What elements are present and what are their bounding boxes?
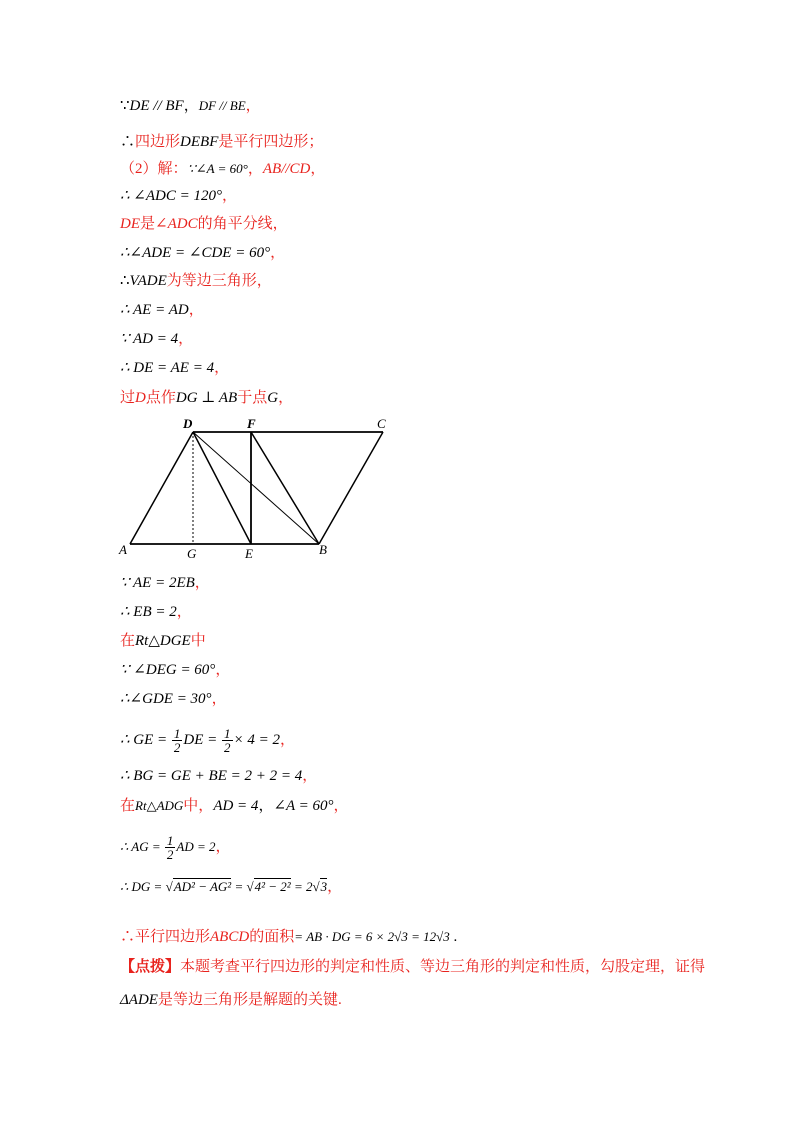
text-run: ∵ AE = 2EB — [120, 575, 195, 591]
text-run: 是 — [140, 216, 156, 232]
fraction-denominator: 2 — [173, 740, 181, 755]
segment-db — [193, 432, 319, 544]
solution-line — [120, 329, 193, 349]
text-run: = √ — [231, 879, 254, 894]
solution-line — [120, 660, 230, 680]
solution-line — [120, 766, 317, 786]
fraction — [172, 727, 183, 754]
text-run: ∴ AG = — [120, 838, 164, 854]
label-b: B — [319, 542, 327, 557]
text-run: ∵∠A = 60° — [187, 161, 248, 176]
fraction-numerator: 1 — [224, 726, 231, 741]
text-run: 是等边三角形是解题的关键. — [157, 992, 342, 1008]
text-run: ， — [333, 798, 349, 814]
text-run: × 4 = 2 — [233, 731, 281, 748]
text-run: AB//CD — [262, 161, 311, 177]
solution-line — [120, 957, 705, 977]
text-run: ∴ DE = AE = 4 — [120, 360, 215, 376]
fraction-numerator: 1 — [166, 833, 174, 848]
text-run: 中， — [183, 798, 214, 814]
text-run: 的角平分线， — [197, 216, 288, 232]
text-run: ， — [215, 838, 231, 855]
text-run: 过 — [120, 390, 136, 406]
label-c: C — [377, 416, 386, 431]
text-run: ， — [327, 879, 343, 895]
text-run: ， — [194, 575, 210, 591]
text-run: 为等边三角形， — [166, 273, 272, 289]
segment-de — [193, 432, 251, 544]
solution-line — [120, 300, 204, 320]
solution-line — [120, 214, 288, 234]
text-run: 四边形 — [135, 134, 181, 150]
text-run: ， — [280, 731, 296, 748]
solution-line — [120, 689, 227, 709]
text-run: 中 — [190, 633, 206, 649]
text-run: ， — [183, 98, 199, 114]
solution-line — [120, 159, 325, 179]
solution-line — [120, 132, 323, 152]
text-run: ， — [278, 390, 294, 406]
solution-line — [120, 927, 457, 947]
fraction — [222, 727, 233, 754]
text-run: ABCD — [210, 929, 250, 945]
text-run: Rt△DGE — [135, 633, 191, 649]
text-run: DE = — [183, 731, 222, 748]
text-run: 4² − 2² — [254, 879, 291, 894]
text-run: DEBF — [180, 134, 219, 150]
solution-line — [120, 358, 229, 378]
text-run: ∴ — [120, 134, 136, 150]
segment-fb — [251, 432, 319, 544]
text-run: 【点拨】 — [120, 959, 181, 975]
text-run: DE // BF — [129, 98, 184, 114]
fraction-denominator: 2 — [224, 740, 231, 755]
text-run: DG ⊥ AB — [175, 390, 238, 406]
parallelogram-figure — [115, 412, 405, 567]
label-g: G — [187, 546, 197, 561]
text-run: AD = 2 — [176, 838, 216, 854]
text-run: ， — [270, 245, 286, 261]
text-run: ∴∠ADE = ∠CDE = 60° — [120, 245, 271, 261]
text-run: ∴ EB = 2 — [120, 604, 177, 620]
text-run: 在 — [120, 798, 136, 814]
solution-line — [120, 186, 237, 206]
text-run: ， — [247, 161, 263, 177]
text-run: 是平行四边形； — [218, 134, 324, 150]
solution-line — [120, 877, 342, 897]
solution-line — [120, 796, 349, 816]
text-run: DE — [120, 216, 140, 232]
solution-line — [120, 388, 293, 408]
text-run: ∵ — [120, 98, 130, 114]
fraction-numerator: 1 — [173, 726, 181, 741]
text-run: AD² − AG² — [173, 879, 232, 894]
text-run: 3 — [320, 879, 328, 894]
text-run: ∴ DG = √ — [120, 879, 173, 894]
text-run: ， — [258, 798, 274, 814]
text-run: G — [267, 390, 279, 406]
text-run: VADE — [129, 273, 167, 289]
solution-line — [120, 271, 272, 291]
text-run: （2）解： — [120, 161, 188, 177]
text-run: ， — [176, 604, 192, 620]
text-run: ∴平行四边形 — [120, 929, 211, 945]
text-run: D — [135, 390, 146, 406]
text-run: ∵ AD = 4 — [120, 331, 179, 347]
label-d: D — [183, 416, 193, 431]
text-run: ， — [214, 360, 230, 376]
text-run: 点作 — [145, 390, 176, 406]
label-f: F — [247, 416, 256, 431]
text-run: ∴∠GDE = 30° — [120, 691, 212, 707]
text-run: ∠ADC — [155, 216, 198, 232]
text-run: AD = 4 — [213, 798, 259, 814]
label-a: A — [119, 542, 127, 557]
text-run: ∴ BG = GE + BE = 2 + 2 = 4 — [120, 768, 303, 784]
text-run: ∴ — [120, 273, 130, 289]
text-run: 的面积 — [249, 929, 295, 945]
text-run: = 2√ — [290, 879, 320, 894]
text-run: ， — [245, 98, 261, 114]
solution-line — [120, 631, 206, 651]
text-run: DF // BE — [198, 98, 246, 113]
text-run: ， — [178, 331, 194, 347]
text-run: ∴ ∠ADC = 120° — [120, 188, 222, 204]
text-run: ， — [310, 161, 326, 177]
text-run: 在 — [120, 633, 136, 649]
solution-line — [120, 727, 295, 754]
solution-line — [120, 96, 261, 116]
segment-ad — [130, 432, 193, 544]
text-run: ∴ GE = — [120, 731, 171, 748]
label-e: E — [245, 546, 253, 561]
text-run: ∵ ∠DEG = 60° — [120, 662, 216, 678]
solution-line — [120, 573, 210, 593]
text-run: ΔADE — [120, 992, 158, 1008]
segment-bc — [319, 432, 383, 544]
text-run: ， — [302, 768, 318, 784]
fraction-denominator: 2 — [166, 847, 174, 862]
solution-line — [120, 990, 342, 1010]
text-run: Rt△ADG — [135, 798, 184, 813]
text-run: . — [449, 929, 458, 945]
text-run: ∴ AE = AD — [120, 302, 189, 318]
solution-line — [120, 243, 285, 263]
text-run: ， — [188, 302, 204, 318]
text-run: 于点 — [237, 390, 268, 406]
text-run: 本题考查平行四边形的判定和性质、等边三角形的判定和性质，勾股定理，证得 — [180, 959, 706, 975]
text-run: = AB · DG = 6 × 2√3 = 12√3 — [294, 929, 450, 944]
solution-line — [120, 602, 192, 622]
solution-line — [120, 834, 231, 861]
text-run: ∠A = 60° — [273, 798, 334, 814]
text-run: ， — [221, 188, 237, 204]
fraction — [165, 834, 176, 861]
text-run: ， — [215, 662, 231, 678]
text-run: ， — [211, 691, 227, 707]
